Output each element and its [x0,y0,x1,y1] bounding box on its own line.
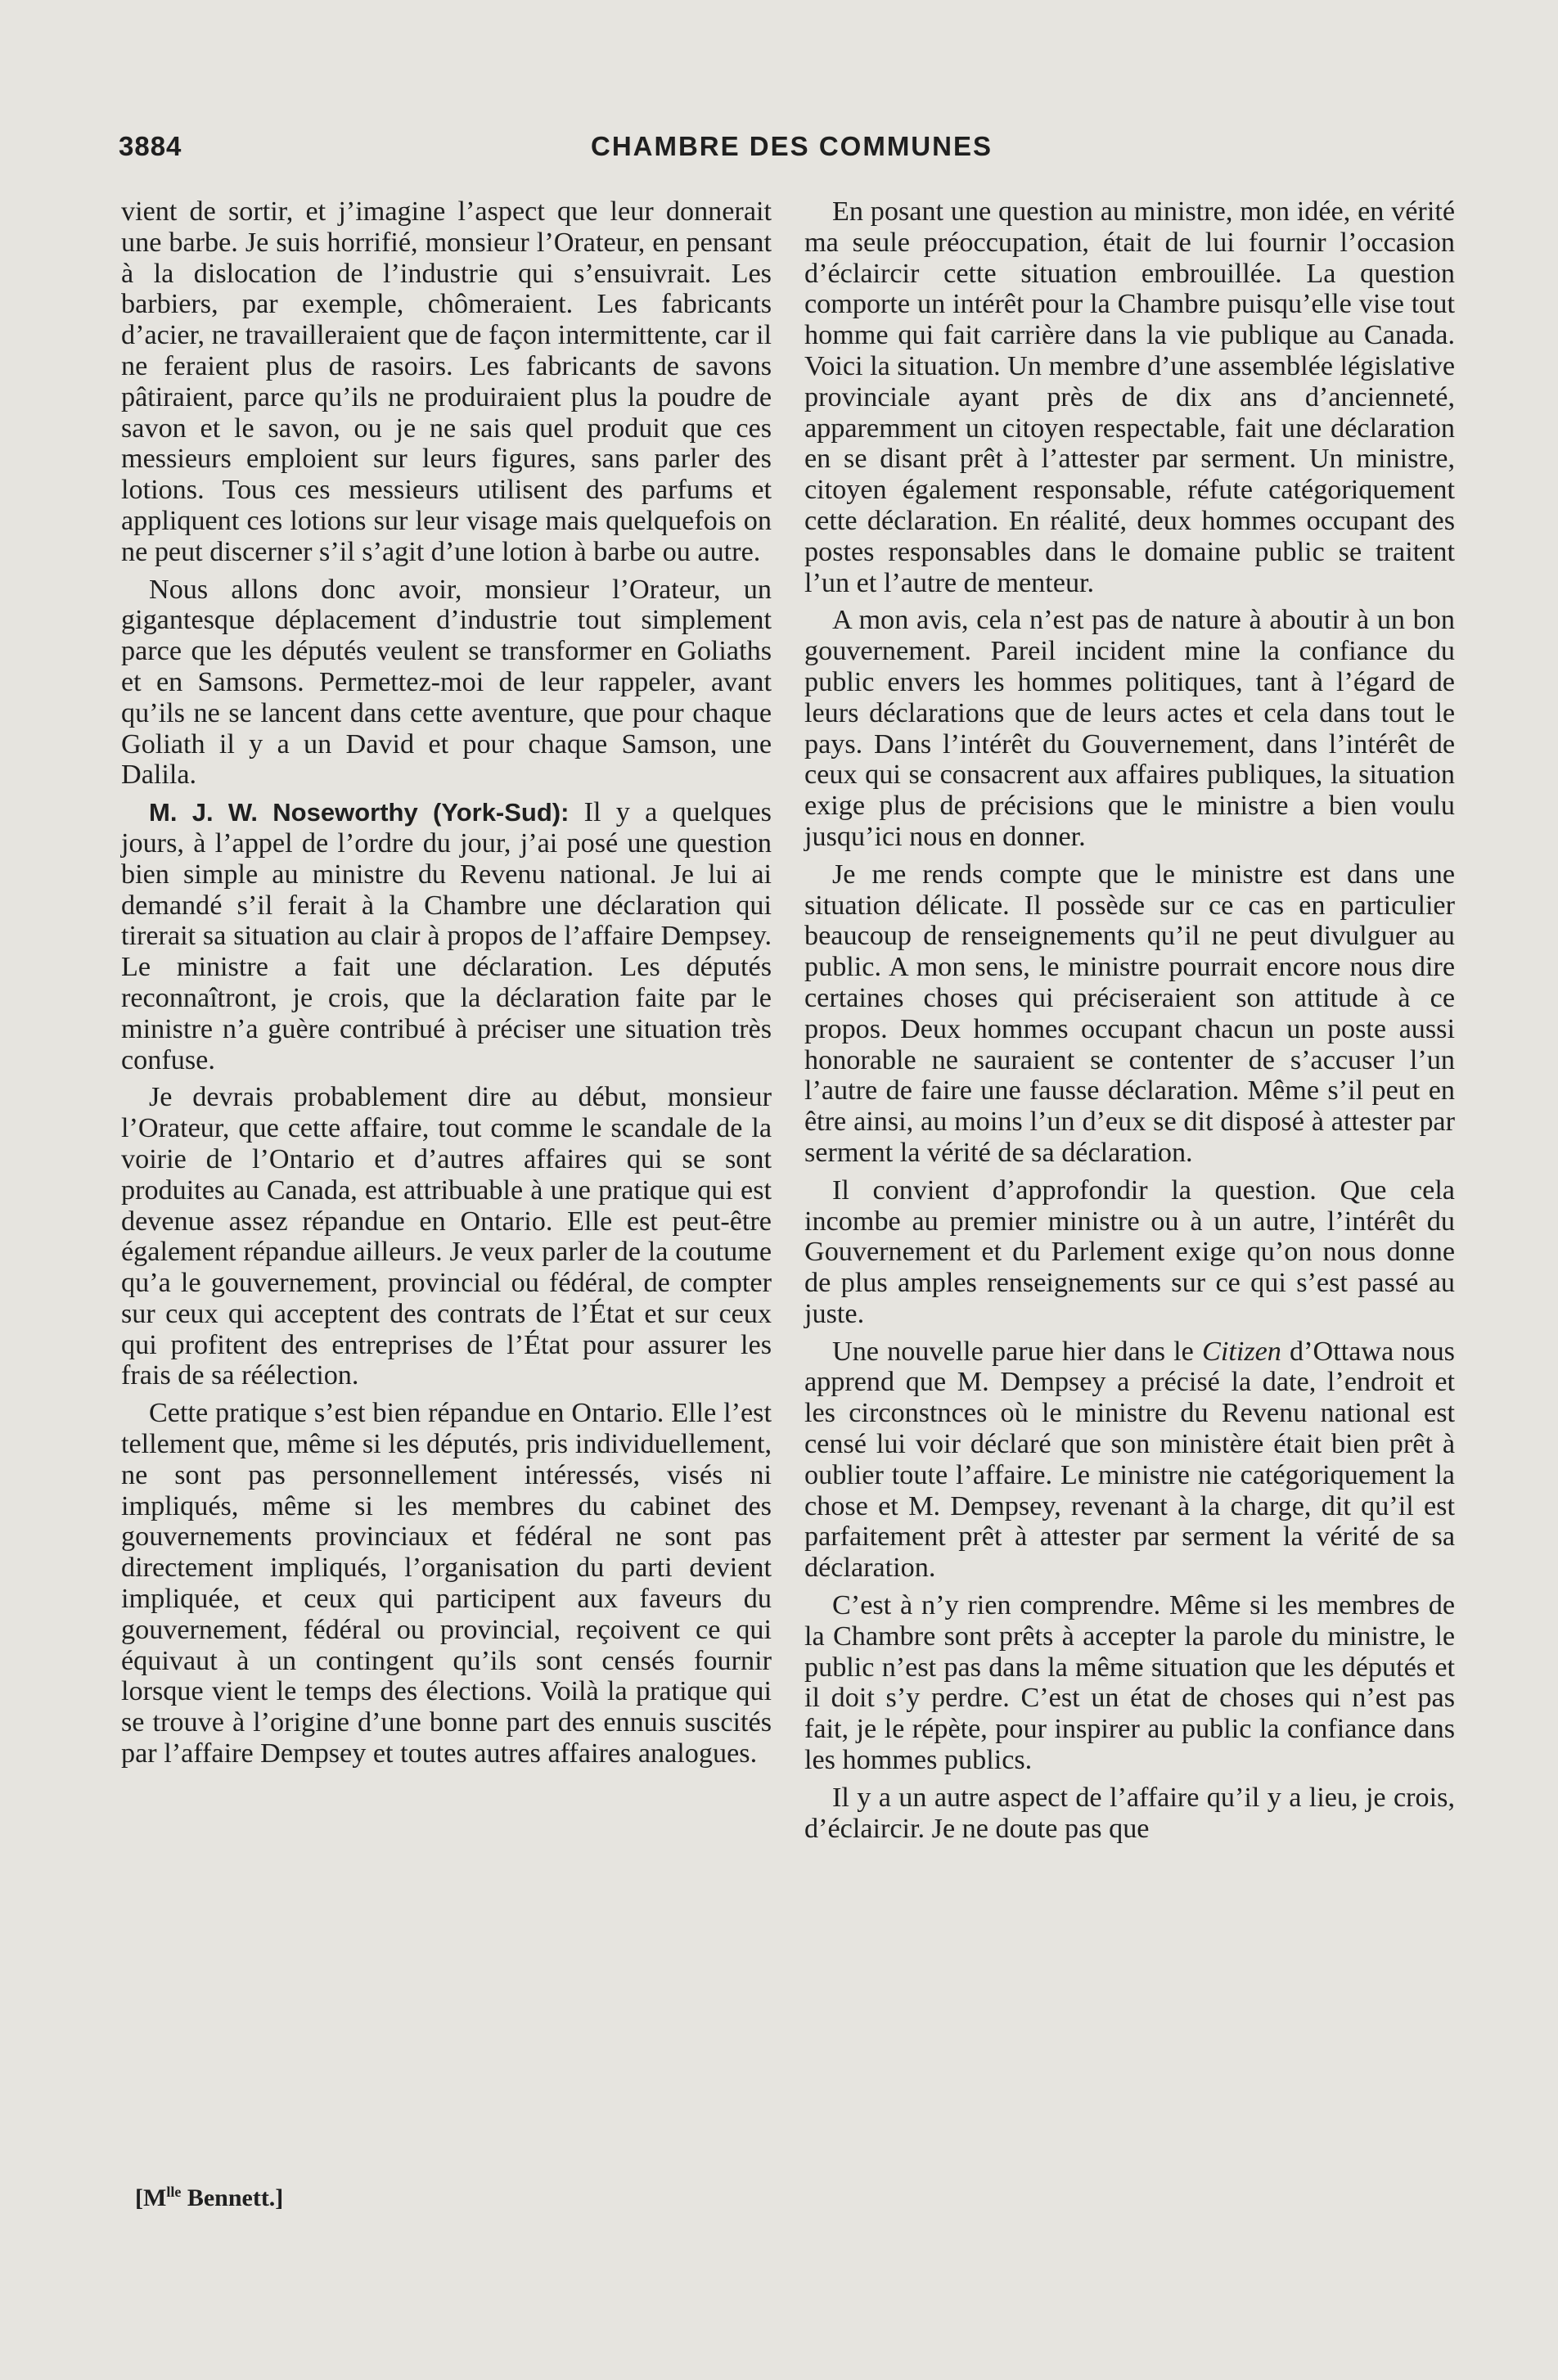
paragraph [804,1336,1455,1584]
footer-sup: lle [166,2184,182,2200]
paragraph: vient de sortir, et j’imagine l’aspect que leur donnerait une barbe. Je suis horrifié, monsieur l’Orateur, en pensant à la dislocation de l’industrie qui s’ensuivrait. Les barbiers, par exemple, chômeraient. Les fabricants d’acier, ne travailleraient que de façon intermittente, car il ne feraient plus de rasoirs. Les fabricants de savons pâtiraient, parce qu’ils ne produiraient plus la poudre de savon et le savon, ou je ne sais quel produit que ces messieurs emploient sur leurs figures, sans parler des lotions. Tous ces messieurs utilisent des parfums et appliquent ces lotions sur leur visage mais quelquefois on ne peut discerner s’il s’agit d’une lotion à barbe ou autre. [121,196,772,567]
page-header [119,131,1465,172]
running-title: CHAMBRE DES COMMUNES [590,131,993,161]
text-run: Une nouvelle parue hier dans le [832,1336,1203,1367]
paragraph: A mon avis, cela n’est pas de nature à aboutir à un bon gouvernement. Pareil incident mine la confiance du public envers les hommes politiques, tant à l’égard de leurs déclarations que de leurs actes et cela dans tout le pays. Dans l’intérêt du Gouvernement, dans l’intérêt de ceux qui se consacrent aux affaires publiques, la situation exige plus de précisions que le ministre a bien voulu jusqu’ici nous en donner. [804,605,1455,852]
speaker-footer [135,2184,283,2212]
paragraph: Nous allons donc avoir, monsieur l’Orateur, un gigantesque déplacement d’industrie tout simplement parce que les députés veulent se transformer en Goliaths et en Samsons. Permettez-moi de leur rappeler, avant qu’ils ne se lancent dans cette aventure, que pour chaque Goliath il y a un David et pour chaque Samson, une Dalila. [121,574,772,791]
speaker-name: M. J. W. Noseworthy (York-Sud): [149,798,570,827]
paragraph: Je me rends compte que le ministre est dans une situation délicate. Il possède sur ce cas en particulier beaucoup de renseignements qu’il ne peut divulguer au public. A mon sens, le ministre pourrait encore nous dire certaines choses qui préciseraient son attitude à ce propos. Deux hommes occupant chacun un poste aussi honorable ne sauraient se contenter de s’accuser l’un l’autre de faire une fausse déclaration. Même s’il peut en être ainsi, au moins l’un d’eux se dit disposé à attester par serment la vérité de sa déclaration. [804,859,1455,1168]
right-column [804,196,1455,1844]
footer-suffix: Bennett.] [181,2184,284,2211]
paragraph: Je devrais probablement dire au début, monsieur l’Orateur, que cette affaire, tout comme le scandale de la voirie de l’Ontario et d’autres affaires qui se sont produites au Canada, est attribuable à une pratique qui est devenue assez répandue en Ontario. Elle est peut-être également répandue ailleurs. Je veux parler de la coutume qu’a le gouvernement, provincial ou fédéral, de compter sur ceux qui acceptent des contrats de l’État et sur ceux qui profitent des entreprises de l’État pour assurer les frais de sa réélection. [121,1082,772,1391]
paragraph: En posant une question au ministre, mon idée, en vérité ma seule préoccupation, était de lui fournir l’occasion d’éclaircir cette situation embrouillée. La question comporte un intérêt pour la Chambre puisqu’elle vise tout homme qui fait carrière dans la vie publique au Canada. Voici la situation. Un membre d’une assemblée législative provinciale ayant près de dix ans d’ancienneté, apparemment un citoyen respectable, fait une déclaration en se disant prêt à l’attester par serment. Un ministre, citoyen également responsable, réfute catégoriquement cette déclaration. En réalité, deux hommes occupant des postes responsables dans le domaine public se traitent l’un et l’autre de menteur. [804,196,1455,598]
paragraph: Cette pratique s’est bien répandue en Ontario. Elle l’est tellement que, même si les députés, pris individuellement, ne sont pas personnellement intéressés, visés ni impliqués, même si les membres du cabinet des gouvernements provinciaux et fédéral ne sont pas directement impliqués, l’organisation du parti devient impliquée, et ceux qui participent aux faveurs du gouvernement, fédéral ou provincial, reçoivent ce qui équivaut à un contingent qu’ils sont censés fournir lorsque vient le temps des élections. Voilà la pratique qui se trouve à l’origine d’une bonne part des ennuis suscités par l’affaire Dempsey et toutes autres affaires analogues. [121,1398,772,1769]
left-column [121,196,772,1769]
speaker-text: Il y a quelques jours, à l’appel de l’ordre du jour, j’ai posé une question bien simple au ministre du Revenu national. Je lui ai demandé s’il ferait à la Chambre une déclaration qui tirerait sa situation au clair à propos de l’affaire Dempsey. Le ministre a fait une déclaration. Les députés reconnaîtront, je crois, que la déclaration faite par le ministre n’a guère contribué à préciser une situation très confuse. [121,797,772,1075]
paragraph: Il y a un autre aspect de l’affaire qu’il y a lieu, je crois, d’éclaircir. Je ne doute pas que [804,1782,1455,1844]
speaker-paragraph [121,797,772,1075]
page-number: 3884 [119,131,182,161]
paragraph: Il convient d’approfondir la question. Que cela incombe au premier ministre ou à un autre, l’intérêt du Gouvernement et du Parlement exige qu’on nous donne de plus amples renseignements sur ce qui s’est passé au juste. [804,1174,1455,1329]
newspaper-name: Citizen [1202,1336,1281,1367]
paragraph: C’est à n’y rien comprendre. Même si les membres de la Chambre sont prêts à accepter la parole du ministre, le public n’est pas dans la même situation que les députés et il doit s’y perdre. C’est un état de choses qui n’est pas fait, je le répète, pour inspirer au public la confiance dans les hommes publics. [804,1590,1455,1776]
footer-prefix: [M [135,2184,167,2211]
text-run: d’Ottawa nous apprend que M. Dempsey a précisé la date, l’endroit et les circonstnces où le ministre du Revenu national est censé lui voir déclaré que son ministère était bien prêt à oublier toute l’affaire. Le ministre nie catégoriquement la chose et M. Dempsey, revenant à la charge, dit qu’il est parfaitement prêt à attester par serment la vérité de sa déclaration. [804,1336,1455,1584]
